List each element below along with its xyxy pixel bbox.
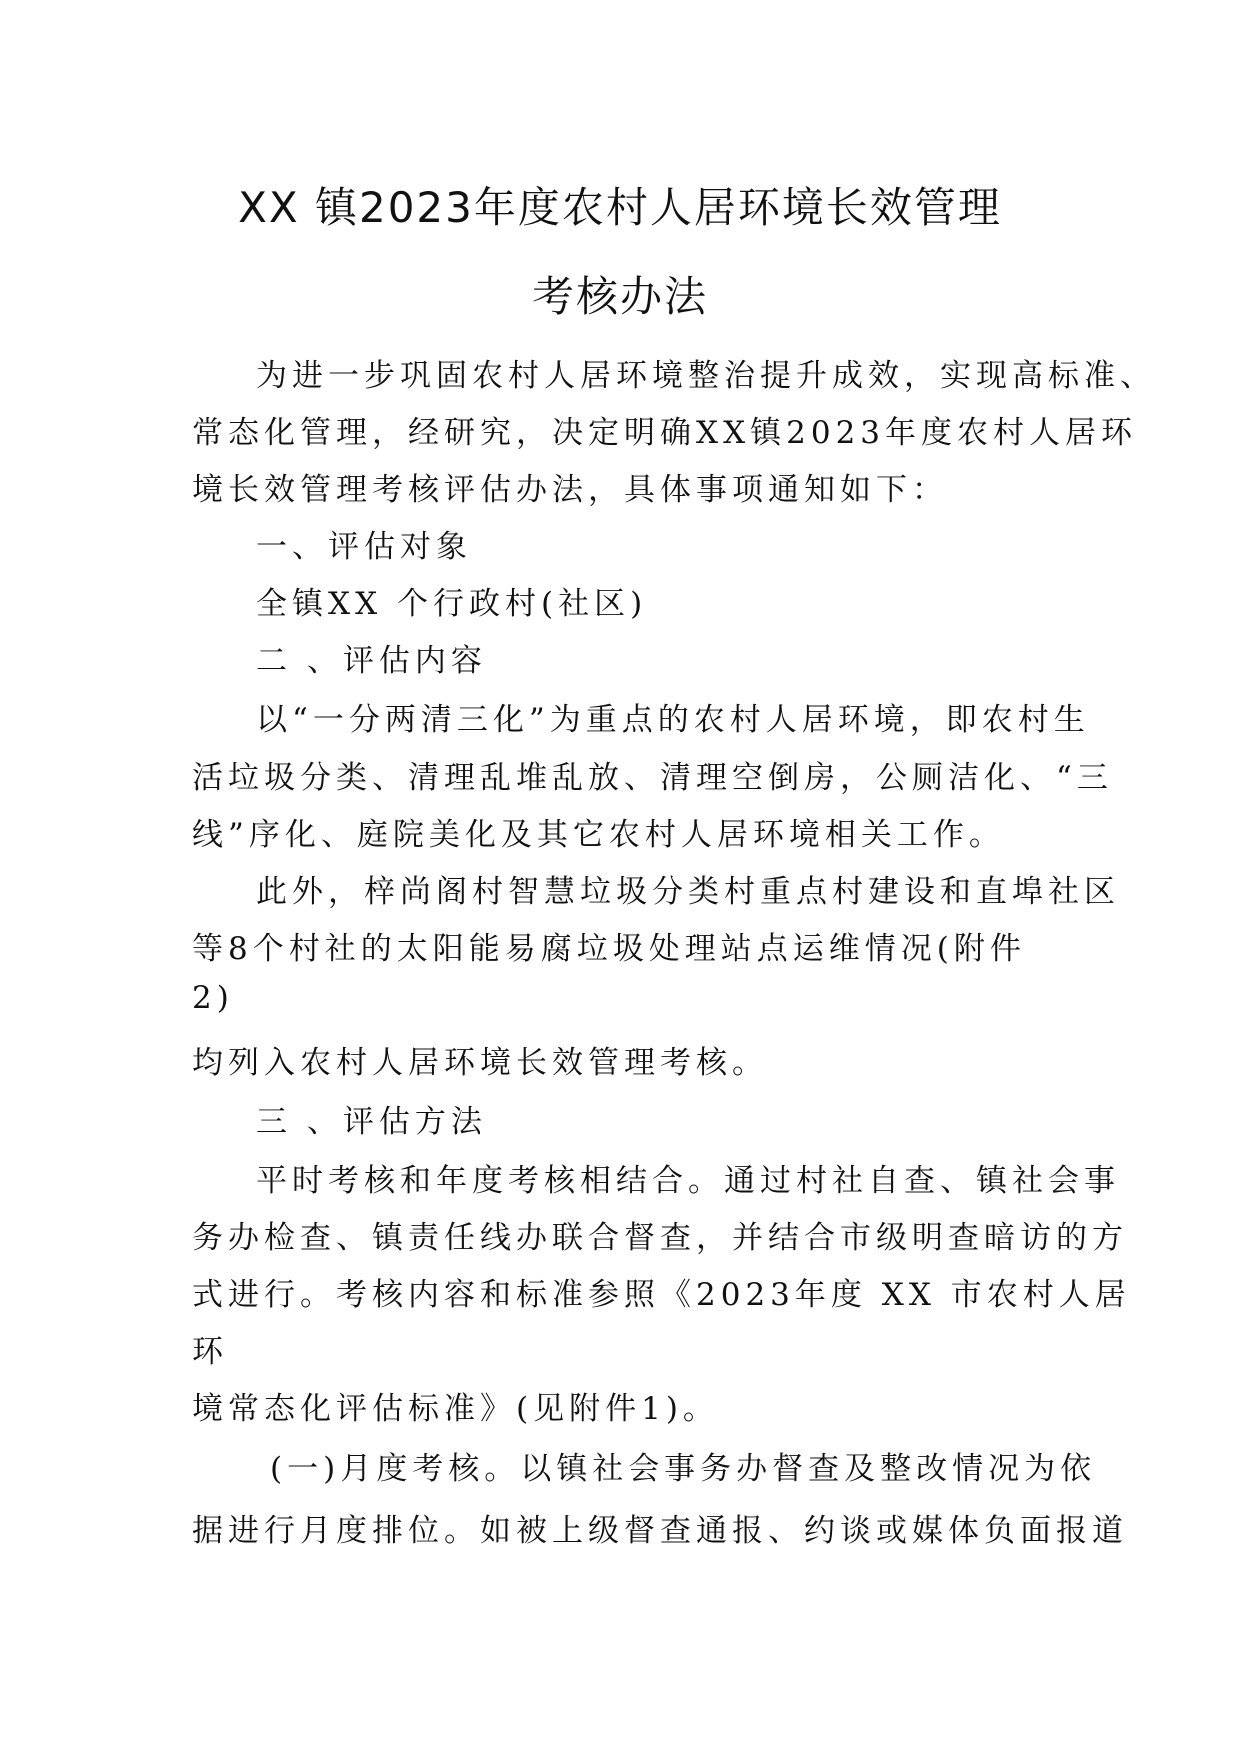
section-heading-2: 二 、评估内容 (256, 643, 487, 679)
section-3-paragraph-line-1: 平时考核和年度考核相结合。通过村社自查、镇社会事 (256, 1163, 1120, 1199)
intro-paragraph-line-2: 常态化管理，经研究，决定明确XX镇2023年度农村人居环 (192, 415, 1138, 451)
document-title-line-1: XX 镇2023年度农村人居环境长效管理 (238, 183, 1002, 232)
section-3-paragraph-line-3: 式进行。考核内容和标准参照《2023年度 XX 市农村人居 (192, 1277, 1131, 1313)
subsection-1-line-2: 据进行月度排位。如被上级督查通报、约谈或媒体负面报道 (192, 1513, 1128, 1549)
intro-paragraph-line-1: 为进一步巩固农村人居环境整治提升成效，实现高标准、 (256, 358, 1156, 394)
section-2-paragraph-2-line-2: 等8个村社的太阳能易腐垃圾处理站点运维情况(附件 (192, 931, 1026, 967)
section-2-paragraph-1-line-2: 活垃圾分类、清理乱堆乱放、清理空倒房，公厕洁化、“三 (192, 760, 1113, 796)
section-heading-1: 一、评估对象 (256, 529, 472, 565)
section-1-text: 全镇XX 个行政村(社区) (256, 586, 648, 622)
intro-paragraph-line-3: 境长效管理考核评估办法，具体事项通知如下： (192, 472, 948, 508)
section-2-paragraph-1-line-1: 以“一分两清三化”为重点的农村人居环境，即农村生 (256, 702, 1090, 738)
section-3-paragraph-line-4: 环 (192, 1334, 228, 1370)
section-2-paragraph-2-line-4: 均列入农村人居环境长效管理考核。 (192, 1045, 768, 1081)
section-2-paragraph-2-line-1: 此外，梓尚阁村智慧垃圾分类村重点村建设和直埠社区 (256, 874, 1120, 910)
section-heading-3: 三 、评估方法 (256, 1104, 487, 1140)
subsection-1-line-1: (一)月度考核。以镇社会事务办督查及整改情况为依 (270, 1451, 1097, 1487)
section-3-paragraph-line-5: 境常态化评估标准》(见附件1)。 (192, 1391, 719, 1427)
section-2-paragraph-2-line-3: 2) (192, 980, 234, 1016)
section-3-paragraph-line-2: 务办检查、镇责任线办联合督查，并结合市级明查暗访的方 (192, 1220, 1128, 1256)
document-title-line-2: 考核办法 (531, 272, 708, 321)
section-2-paragraph-1-line-3: 线”序化、庭院美化及其它农村人居环境相关工作。 (192, 817, 1005, 853)
